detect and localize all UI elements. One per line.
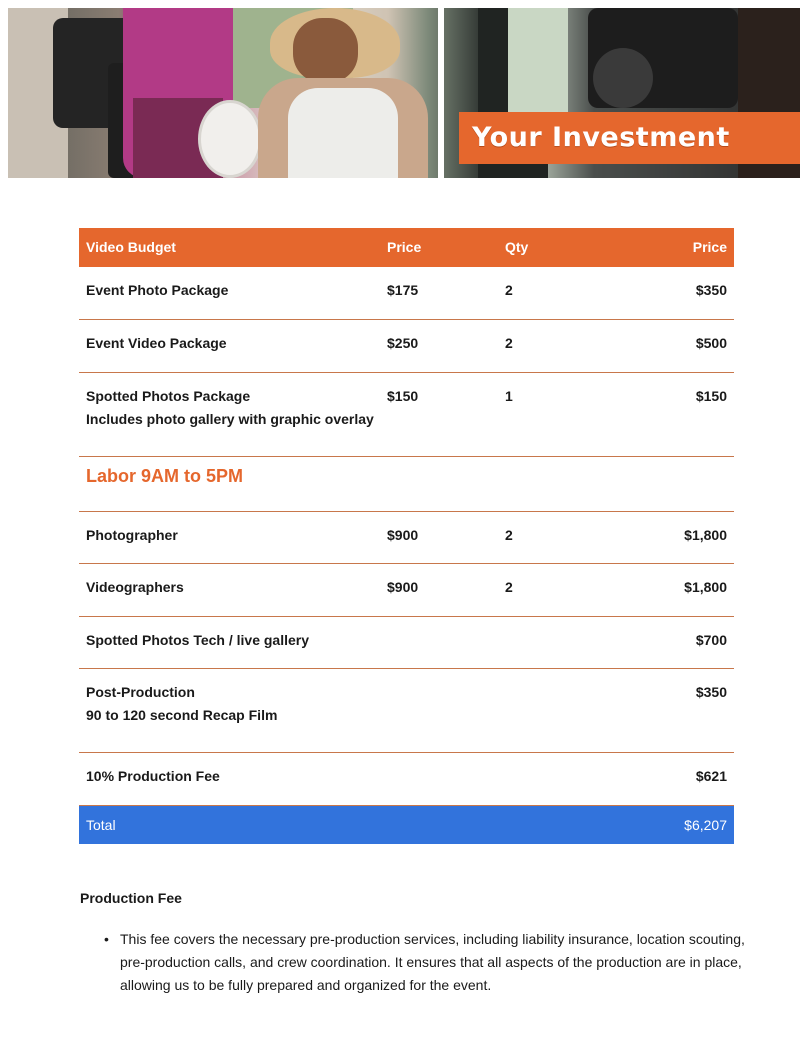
row-item: Spotted Photos Package (86, 388, 251, 404)
labor-section-row (79, 457, 734, 512)
row-price: $150 (387, 388, 419, 404)
header-item: Video Budget (86, 239, 176, 255)
row-qty: 2 (505, 579, 513, 595)
table-row (79, 564, 734, 617)
row-item: Spotted Photos Tech / live gallery (86, 632, 310, 648)
row-item: 10% Production Fee (86, 768, 220, 784)
table-row (79, 617, 734, 669)
total-row (79, 806, 734, 844)
header-qty: Qty (505, 239, 529, 255)
budget-table (79, 228, 734, 844)
row-item: Photographer (86, 527, 178, 543)
hero-banner (8, 8, 800, 178)
header-total: Price (692, 239, 727, 255)
row-total: $1,800 (684, 527, 727, 543)
row-price: $250 (387, 335, 419, 351)
production-fee-heading: Production Fee (80, 890, 182, 906)
row-qty: 2 (505, 282, 513, 298)
row-total: $350 (695, 282, 727, 298)
row-item-detail: Includes photo gallery with graphic overlay (86, 411, 374, 427)
row-total: $1,800 (684, 579, 727, 595)
table-row (79, 753, 734, 806)
table-row (79, 669, 734, 753)
row-item: Post-Production (86, 684, 195, 700)
table-row (79, 373, 734, 457)
note-text: This fee covers the necessary pre-production services, including liability insurance, location scouting, pre-production calls, and crew coordination. It ensures that all aspects of the production are in place, allowing us to be fully prepared and organized for the event. (120, 931, 745, 993)
table-header (79, 228, 734, 267)
row-total: $621 (695, 768, 727, 784)
row-qty: 1 (505, 388, 513, 404)
labor-section-label: Labor 9AM to 5PM (86, 466, 244, 486)
total-value: $6,207 (684, 817, 727, 833)
table-row (79, 267, 734, 320)
row-total: $150 (695, 388, 727, 404)
row-item-detail: 90 to 120 second Recap Film (86, 707, 278, 723)
table-row (79, 320, 734, 373)
row-total: $500 (695, 335, 727, 351)
row-qty: 2 (505, 527, 513, 543)
row-total: $350 (695, 684, 727, 700)
row-item: Event Video Package (86, 335, 227, 351)
row-qty: 2 (505, 335, 513, 351)
row-price: $175 (387, 282, 419, 298)
production-fee-notes (80, 928, 770, 997)
row-item: Videographers (86, 579, 184, 595)
table-row (79, 512, 734, 564)
row-price: $900 (387, 527, 419, 543)
total-label: Total (86, 817, 116, 833)
row-item-block (86, 681, 406, 727)
row-item-block (86, 385, 376, 431)
row-item: Event Photo Package (86, 282, 229, 298)
bullet-icon: • (104, 931, 109, 947)
row-price: $900 (387, 579, 419, 595)
hero-title: Your Investment (459, 112, 800, 164)
list-item (104, 928, 770, 997)
row-total: $700 (695, 632, 727, 648)
header-price: Price (387, 239, 422, 255)
